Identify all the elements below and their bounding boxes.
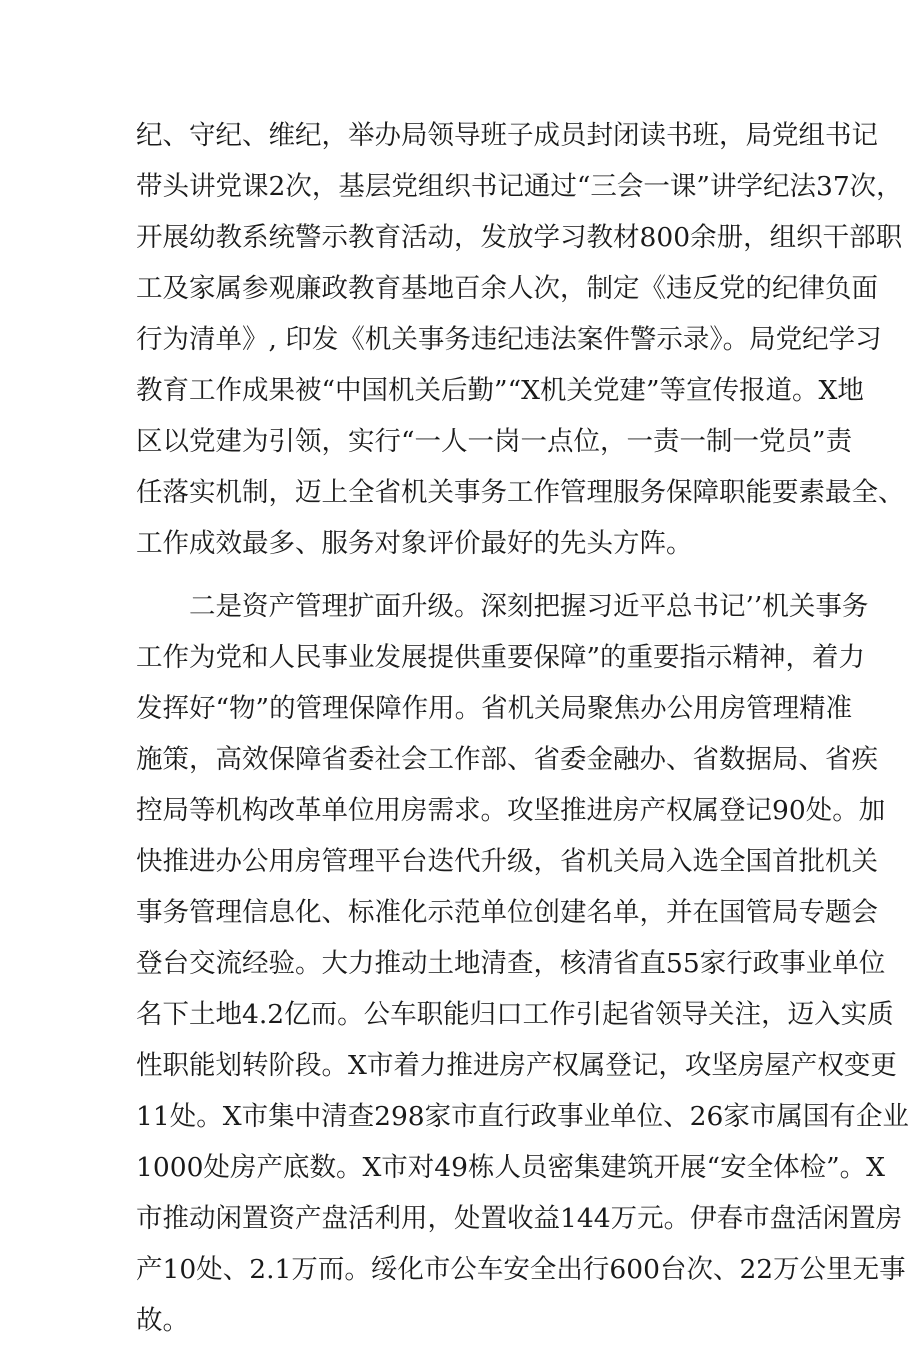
paragraph-2-line: 事务管理信息化、标准化示范单位创建名单，并在国管局专题会 [136, 897, 878, 928]
paragraph-gap [136, 569, 796, 581]
paragraph-1-line: 工及家属参观廉政教育基地百余人次，制定《违反党的纪律负面 [136, 273, 878, 304]
paragraph-2-line: 性职能划转阶段。X市着力推进房产权属登记，攻坚房屋产权变更 [136, 1050, 897, 1081]
paragraph-2-line: 产10处、2.1万而。绥化市公车安全出行600台次、22万公里无事 [136, 1254, 906, 1285]
paragraph-2-line: 11处。X市集中清查298家市直行政事业单位、26家市属国有企业 [136, 1101, 909, 1132]
document-body [136, 110, 909, 1346]
paragraph-1-line: 任落实机制，迈上全省机关事务工作管理服务保障职能要素最全、 [136, 477, 905, 508]
paragraph-2-line: 故。 [136, 1305, 189, 1336]
paragraph-1-line: 教育工作成果被“中国机关后勤”“X机关党建”等宣传报道。X地 [136, 375, 864, 406]
paragraph-2-line: 发挥好“物”的管理保障作用。省机关局聚焦办公用房管理精准 [136, 693, 853, 724]
paragraph-2-line: 1000处房产底数。X市对49栋人员密集建筑开展“安全体检”。X [136, 1152, 885, 1183]
paragraph-2-line: 控局等机构改革单位用房需求。攻坚推进房产权属登记90处。加 [136, 795, 886, 826]
paragraph-2-line: 登台交流经验。大力推动土地清查，核清省直55家行政事业单位 [136, 948, 886, 979]
paragraph-2-line: 二是资产管理扩面升级。深刻把握习近平总书记’’机关事务 [189, 591, 869, 622]
paragraph-1-line: 纪、守纪、维纪，举办局领导班子成员封闭读书班，局党组书记 [136, 120, 878, 151]
paragraph-1-line: 区以党建为引领，实行“一人一岗一点位，一责一制一党员”责 [136, 426, 853, 457]
paragraph-1-line: 工作成效最多、服务对象评价最好的先头方阵。 [136, 528, 693, 559]
paragraph-1-line: 开展幼教系统警示教育活动，发放学习教材800余册，组织干部职 [136, 222, 903, 253]
paragraph-1-line: 行为清单》, 印发《机关事务违纪违法案件警示录》。局党纪学习 [136, 324, 882, 355]
paragraph-2-line: 名下土地4.2亿而。公车职能归口工作引起省领导关注，迈入实质 [136, 999, 894, 1030]
paragraph-2-line: 市推动闲置资产盘活利用，处置收益144万元。伊春市盘活闲置房 [136, 1203, 903, 1234]
paragraph-2-line: 施策，高效保障省委社会工作部、省委金融办、省数据局、省疾 [136, 744, 878, 775]
paragraph-2-line: 工作为党和人民事业发展提供重要保障”的重要指示精神，着力 [136, 642, 866, 673]
paragraph-1-line: 带头讲党课2次，基层党组织书记通过“三会一课”讲学纪法37次， [136, 171, 903, 202]
paragraph-2-line: 快推进办公用房管理平台迭代升级，省机关局入选全国首批机关 [136, 846, 878, 877]
